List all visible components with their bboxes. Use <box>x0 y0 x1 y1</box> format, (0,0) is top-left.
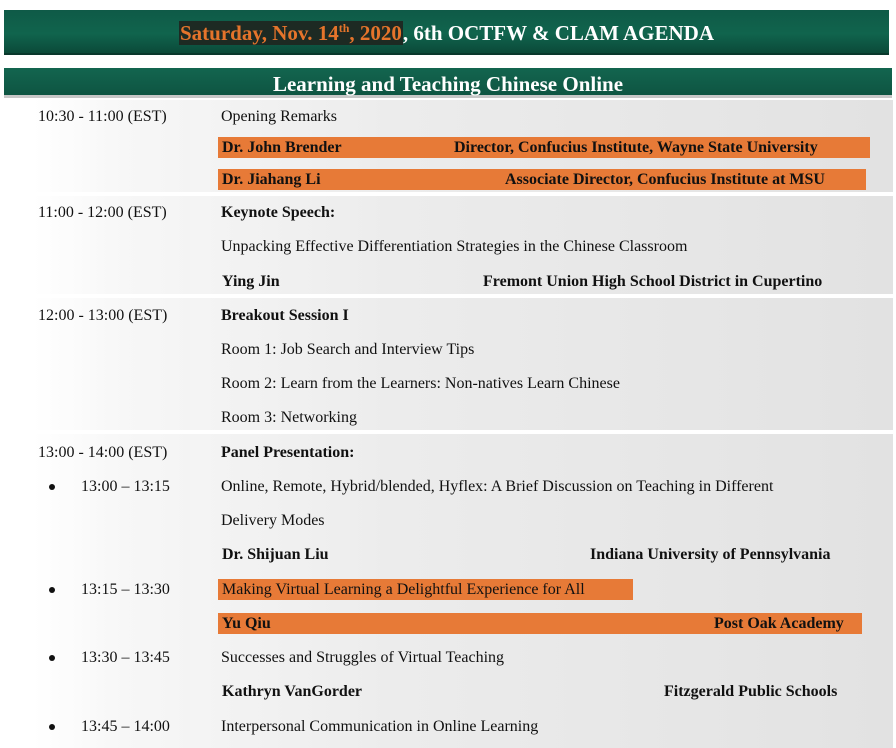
panel-item-title: Making Virtual Learning a Delightful Experience for All <box>222 581 585 598</box>
speaker-name: Kathryn VanGorder <box>222 683 363 700</box>
speaker-affiliation: Fitzgerald Public Schools <box>664 683 838 700</box>
speaker-affiliation: Director, Confucius Institute, Wayne State University <box>454 139 818 156</box>
session-heading: Opening Remarks <box>221 108 337 125</box>
speaker-affiliation: Indiana University of Pennsylvania <box>590 546 831 563</box>
panel-item-time: 13:45 – 14:00 <box>81 718 170 735</box>
section-title: Learning and Teaching Chinese Online <box>272 72 624 96</box>
session-heading: Keynote Speech: <box>221 204 336 221</box>
panel-item-time: 13:30 – 13:45 <box>81 649 170 666</box>
agenda-title-bar <box>4 10 889 55</box>
speaker-name: Dr. Jiahang Li <box>222 171 321 188</box>
panel-item-title: Online, Remote, Hybrid/blended, Hyflex: A Brief Discussion on Teaching in Different <box>221 478 774 495</box>
speaker-affiliation: Post Oak Academy <box>714 615 844 632</box>
panel-item-title-continued: Delivery Modes <box>221 512 325 529</box>
session-heading: Breakout Session I <box>221 307 349 324</box>
panel-item-time: 13:15 – 13:30 <box>81 581 170 598</box>
speaker-affiliation: Associate Director, Confucius Institute at MSU <box>505 171 825 188</box>
bullet-icon <box>49 724 55 730</box>
session-time: 13:00 - 14:00 (EST) <box>38 444 168 461</box>
speaker-name: Dr. Shijuan Liu <box>222 546 329 563</box>
session-heading: Panel Presentation: <box>221 444 355 461</box>
panel-item-title: Interpersonal Communication in Online Learning <box>221 718 539 735</box>
speaker-affiliation: Fremont Union High School District in Cupertino <box>483 273 823 290</box>
speaker-name: Ying Jin <box>222 273 280 290</box>
title-rest: , 6th OCTFW & CLAM AGENDA <box>402 21 714 45</box>
session-time: 11:00 - 12:00 (EST) <box>38 204 167 221</box>
section-header <box>4 68 892 98</box>
agenda-title <box>4 21 889 46</box>
bullet-icon <box>49 484 55 490</box>
bullet-icon <box>49 587 55 593</box>
session-time: 12:00 - 13:00 (EST) <box>38 307 168 324</box>
title-date: Saturday, Nov. 14th, 2020 <box>180 21 402 45</box>
panel-item-time: 13:00 – 13:15 <box>81 478 170 495</box>
panel-item-title: Successes and Struggles of Virtual Teaching <box>221 649 505 666</box>
breakout-room: Room 3: Networking <box>221 409 357 426</box>
breakout-room: Room 1: Job Search and Interview Tips <box>221 341 475 358</box>
speaker-name: Dr. John Brender <box>222 139 342 156</box>
bullet-icon <box>49 655 55 661</box>
talk-title: Unpacking Effective Differentiation Strategies in the Chinese Classroom <box>221 238 688 255</box>
speaker-name: Yu Qiu <box>222 615 271 632</box>
breakout-room: Room 2: Learn from the Learners: Non-natives Learn Chinese <box>221 375 620 392</box>
session-time: 10:30 - 11:00 (EST) <box>38 108 167 125</box>
